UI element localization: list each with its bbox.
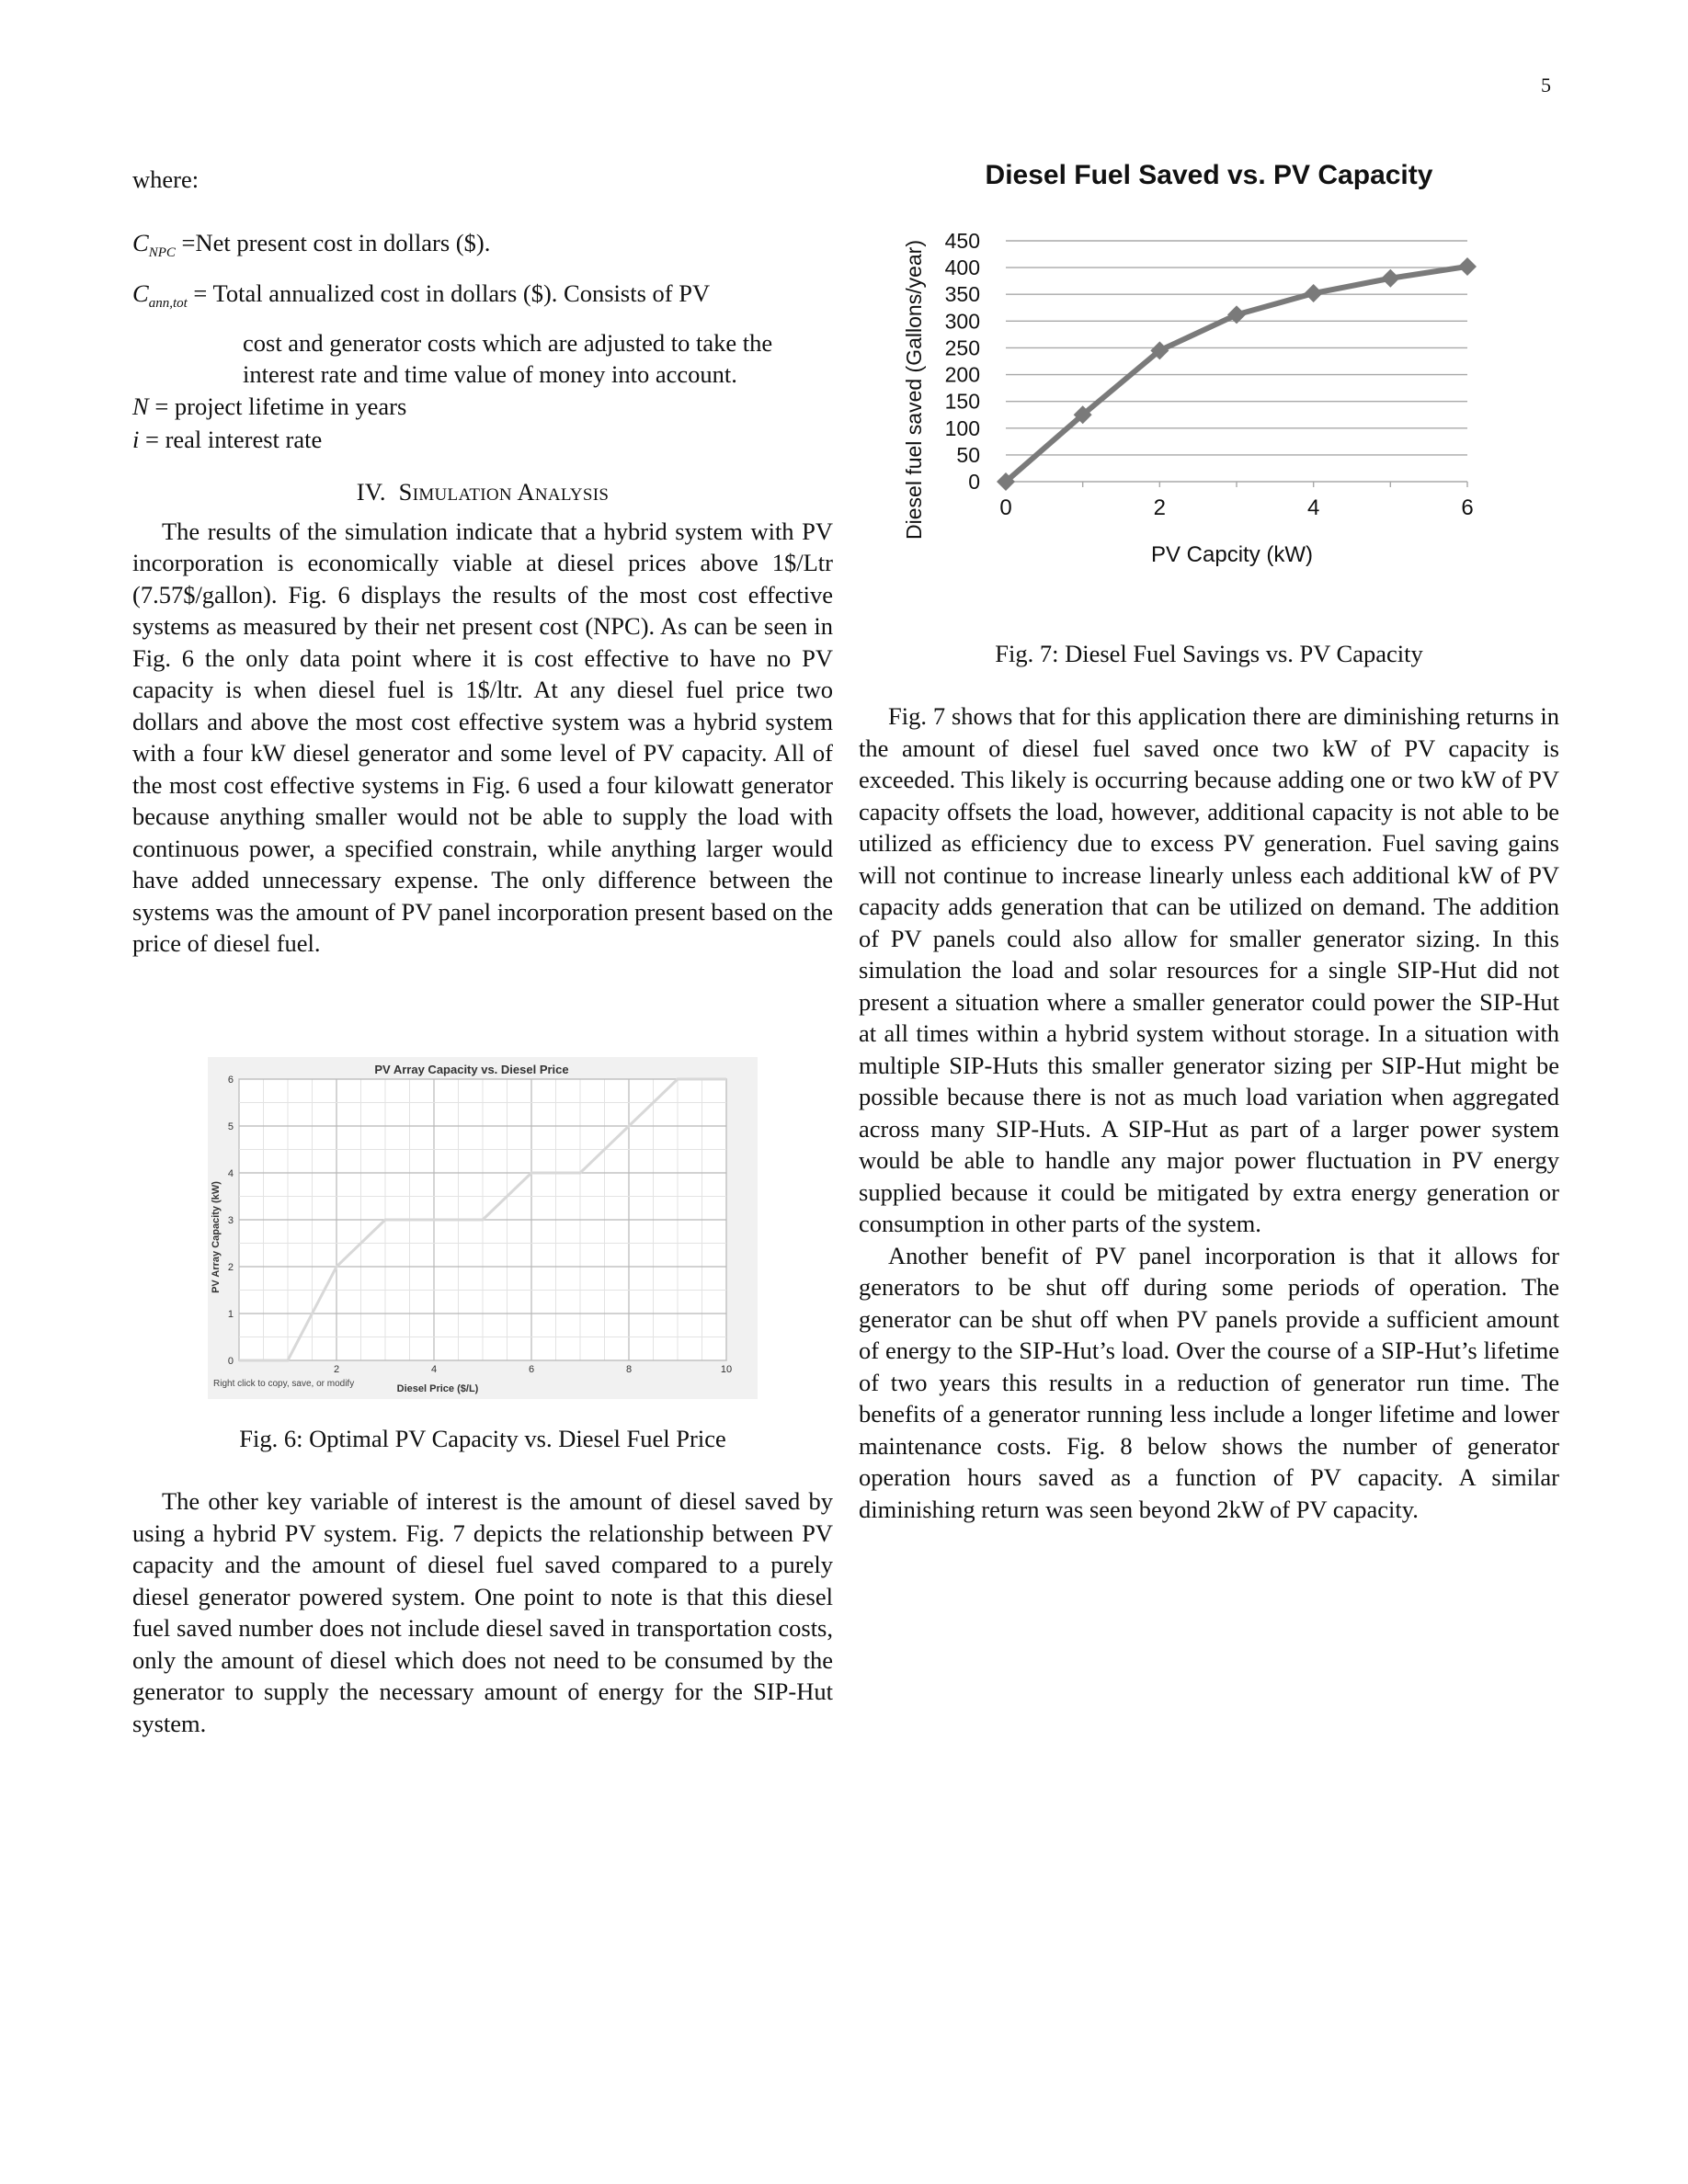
definitions <box>132 227 833 456</box>
left-column <box>132 164 833 1737</box>
left-body-1 <box>132 516 833 960</box>
fig6-xtick-label: 4 <box>430 1364 438 1375</box>
definition-text: Net present cost in dollars ($). <box>195 228 491 256</box>
definition-n <box>132 391 833 423</box>
fig7-ytick-label: 0 <box>968 470 980 494</box>
symbol: C <box>132 279 149 307</box>
fig7-ytick-label: 450 <box>944 229 980 253</box>
definition-cnpc <box>132 227 833 269</box>
fig7-title: Diesel Fuel Saved vs. PV Capacity <box>985 160 1433 190</box>
fig7-ytick-label: 250 <box>944 336 980 360</box>
fig6-xtick-label: 6 <box>528 1364 535 1375</box>
section-heading <box>132 478 833 506</box>
fig6-plot-area <box>228 1075 732 1375</box>
section-number: IV. <box>356 477 386 506</box>
fig6-xtick-label: 8 <box>625 1364 633 1375</box>
fig7-xtick-label: 4 <box>1306 495 1320 520</box>
fig6-ytick-label: 0 <box>227 1356 234 1367</box>
fig7-ylabel: Diesel fuel saved (Gallons/year) <box>902 240 926 540</box>
page-number: 5 <box>1541 74 1551 97</box>
fig6-svg <box>208 1057 758 1399</box>
paragraph: The other key variable of interest is the amount of diesel saved by using a hybrid PV system. Fig. 7 depicts the relationship between PV capacity and the amount of diesel fuel saved compared to a purely diesel generator powered system. One point to note is that this diesel fuel saved number does not include diesel saved in transportation costs, only the amount of diesel which does not need to be consumed by the generator to supply the necessary amount of energy for the SIP-Hut system. <box>132 1487 833 1737</box>
definition-continuation: cost and generator costs which are adjusted to take the interest rate and time value of money into account. <box>243 328 773 388</box>
left-body-2 <box>132 1485 833 1739</box>
definition-text: Total annualized cost in dollars ($). Consists of PV <box>212 279 711 307</box>
fig7-ytick-label: 200 <box>944 362 980 387</box>
fig7-xtick-label: 6 <box>1461 495 1474 520</box>
fig7-data-point <box>1381 269 1399 288</box>
fig7-svg <box>859 153 1559 585</box>
fig7-plot-area <box>945 229 1477 520</box>
fig6-ytick-label: 1 <box>227 1309 234 1320</box>
symbol: i <box>132 426 140 453</box>
fig6-chart <box>208 1057 758 1399</box>
fig7-caption: Fig. 7: Diesel Fuel Savings vs. PV Capacity <box>995 640 1423 667</box>
right-body <box>859 700 1559 1525</box>
fig6-caption: Fig. 6: Optimal PV Capacity vs. Diesel Fuel Price <box>239 1425 726 1452</box>
equals: = <box>181 228 196 256</box>
fig7-data-point <box>1305 284 1323 302</box>
fig6-ytick-label: 4 <box>227 1168 234 1179</box>
fig6-title: PV Array Capacity vs. Diesel Price <box>374 1063 569 1076</box>
paragraph: Another benefit of PV panel incorporation is that it allows for generators to be shut off during some periods of operation. The generator can be shut off when PV panels provide a sufficient amount of energy to the SIP-Hut’s load. Over the course of a SIP-Hut’s lifetime of two years this results in a reduction of generator run time. The benefits of a generator running less include a longer lifetime and lower maintenance costs. Fig. 8 below shows the number of generator operation hours saved as a function of PV capacity. A similar diminishing return was seen beyond 2kW of PV capacity. <box>859 1241 1559 1523</box>
fig6-ytick-label: 6 <box>227 1075 234 1086</box>
subscript: ann,tot <box>148 296 188 311</box>
definition-text: project lifetime in years <box>174 392 407 420</box>
fig7-ytick-label: 150 <box>944 389 980 414</box>
fig6-footer-note: Right click to copy, save, or modify <box>213 1379 355 1389</box>
fig7-xtick-label: 0 <box>999 495 1012 520</box>
fig6-xtick-label: 10 <box>720 1364 733 1375</box>
fig6-xlabel: Diesel Price ($/L) <box>396 1383 479 1394</box>
symbol: C <box>132 228 149 256</box>
definition-i <box>132 424 833 456</box>
fig7-xtick-label: 2 <box>1153 495 1167 520</box>
equals: = <box>145 426 159 453</box>
fig7-ytick-label: 100 <box>944 415 980 440</box>
fig7-ytick-label: 50 <box>956 442 980 467</box>
paragraph: The results of the simulation indicate that a hybrid system with PV incorporation is economically viable at diesel prices above 1$/Ltr (7.57$/gallon). Fig. 6 displays the results of the most cost effective systems as measured by their net present cost (NPC). As can be seen in Fig. 6 the only data point where it is cost effective to have no PV capacity is when diesel fuel is 1$/ltr. At any diesel fuel price two dollars and above the most cost effective system was a hybrid system with a four kW diesel generator and some level of PV capacity. All of the most cost effective systems in Fig. 6 used a four kilowatt generator because anything smaller would not be able to supply the load with continuous power, a specified constrain, while anything larger would have added unnecessary expense. The only difference between the systems was the amount of PV panel incorporation present based on the price of diesel fuel. <box>132 517 833 957</box>
fig6-ytick-label: 5 <box>227 1121 234 1132</box>
fig7-chart <box>859 153 1559 585</box>
fig7-data-point <box>1458 257 1477 276</box>
definition-cann <box>132 278 833 320</box>
fig6-ytick-label: 3 <box>227 1215 234 1226</box>
fig7-ytick-label: 350 <box>944 282 980 307</box>
where-label: where: <box>132 165 200 193</box>
subscript: NPC <box>148 245 176 260</box>
section-title: Simulation Analysis <box>398 477 610 506</box>
equals: = <box>154 392 169 420</box>
fig6-ylabel: PV Array Capacity (kW) <box>211 1181 222 1293</box>
fig6-ytick-label: 2 <box>227 1262 234 1273</box>
equals: = <box>193 279 208 307</box>
fig7-ytick-label: 300 <box>944 309 980 334</box>
fig7-xlabel: PV Capcity (kW) <box>1150 542 1314 567</box>
fig6-xtick-label: 2 <box>333 1364 340 1375</box>
fig7-ytick-label: 400 <box>944 256 980 280</box>
symbol: N <box>132 392 149 420</box>
definition-text: real interest rate <box>165 426 323 453</box>
paragraph: Fig. 7 shows that for this application there are diminishing returns in the amount of diesel fuel saved once two kW of PV capacity is exceeded. This likely is occurring because adding one or two kW of PV capacity offsets the load, however, additional capacity is not able to be utilized as efficiency due to excess PV generation. Fuel saving gains will not continue to increase linearly unless each additional kW of PV capacity adds generation that can be utilized on demand. The addition of PV panels could also allow for smaller generator sizing. In this simulation the load and solar resources for a single SIP-Hut did not present a situation where a smaller generator could power the SIP-Hut at all times within a hybrid system without storage. In a situation with multiple SIP-Huts this smaller generator sizing per SIP-Hut might be possible because there is not as much load variation when aggregated across many SIP-Huts. A SIP-Hut as part of a larger power system would be able to handle any major power fluctuation in PV energy supplied because it could be mitigated by extra energy generation or consumption in other parts of the system. <box>859 702 1559 1237</box>
